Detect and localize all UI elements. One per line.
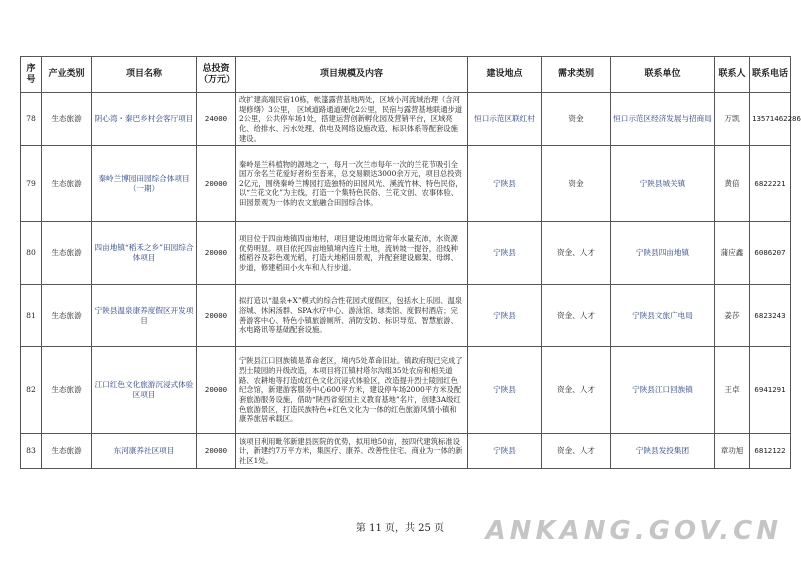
- cell-project-name: 秦岭兰博园田园综合体项目（一期）: [92, 146, 197, 222]
- table-header-row: [21, 57, 791, 93]
- cell-investment: 24000: [197, 93, 236, 146]
- cell-category: 生态旅游: [42, 285, 92, 347]
- cell-contact: 黄倍: [715, 146, 750, 222]
- cell-demand: 资金、人才: [542, 347, 611, 434]
- header-contact: 联系人: [715, 57, 750, 93]
- cell-project-name: 宁陕县温泉康养度假区开发项目: [92, 285, 197, 347]
- cell-demand: 资金: [542, 146, 611, 222]
- cell-no: 78: [21, 93, 42, 146]
- cell-contact: 万凯: [715, 93, 750, 146]
- cell-investment: 20000: [197, 347, 236, 434]
- cell-project-name: 阴心湾・秦巴乡村会客厅项目: [92, 93, 197, 146]
- cell-content: 秦岭是兰科植物的源地之一，每月一次兰市每年一次的兰花节吸引全国万余名兰花爱好者纷至沓来，总交易额达3000余万元，项目总投资2亿元，围绕秦岭兰博园打造独特的田园风光、溪流竹林、特色民俗，以“兰花文化”为主线，打造一个集特色民俗、兰花文创、农事体验、田园景观为一体的农文旅融合田园综合体。: [236, 146, 468, 222]
- header-no: 序号: [21, 57, 42, 93]
- cell-no: 80: [21, 222, 42, 285]
- header-investment: 总投资（万元）: [197, 57, 236, 93]
- cell-demand: 资金、人才: [542, 222, 611, 285]
- cell-content: 拟打造以“温泉+X”模式的综合性花园式度假区，包括水上乐园、温泉浴城、休闲汤群、SPA水疗中心、游泳馆、球类馆、度假村酒店；完善游客中心、特色小镇旅游厕所、消防安防、标识导览、智慧旅游、水电路讯等基础配套设施。: [236, 285, 468, 347]
- cell-content: 改扩建高端民宿10栋，帐篷露营基地两处，区域小河流域治理（含河堤修缮）3公里， 区域道路通道硬化2公里，民宿与露营基地联通步道2公里，公共停车场1处，搭建运营创新孵化园及营销平台，区域亮化、给排水、污水处理、供电及网络设施改造、标识体系等配套设施建设。: [236, 93, 468, 146]
- table-row: [21, 93, 791, 146]
- header-category: 产业类别: [42, 57, 92, 93]
- cell-phone: 6823243: [750, 285, 791, 347]
- cell-contact: 姜莎: [715, 285, 750, 347]
- table-row: [21, 434, 791, 469]
- cell-unit: 恒口示范区经济发展与招商局: [611, 93, 715, 146]
- cell-phone: 13571462286: [750, 93, 791, 146]
- header-phone: 联系电话: [750, 57, 791, 93]
- cell-phone: 6812122: [750, 434, 791, 469]
- cell-unit: 宁陕县江口回族镇: [611, 347, 715, 434]
- cell-demand: 资金、人才: [542, 434, 611, 469]
- cell-phone: 6086207: [750, 222, 791, 285]
- cell-unit: 宁陕县文旅广电局: [611, 285, 715, 347]
- header-content: 项目规模及内容: [236, 57, 468, 93]
- cell-unit: 宁陕县四亩地镇: [611, 222, 715, 285]
- table-row: [21, 146, 791, 222]
- cell-site: 宁陕县: [468, 222, 542, 285]
- project-table: [20, 56, 801, 469]
- cell-contact: 王卓: [715, 347, 750, 434]
- cell-content: 项目位于四亩地镇四亩地村，项目建设地周边常年水量充沛，水资源优势明显。项目依托四亩地镇境内连片土地，流转坡一提谷，沿线种植稻谷及彩色观光稻，打造大地稻田景观，并配套建设廊架、母绑、步道，修建稻田小火车和人行步道。: [236, 222, 468, 285]
- cell-unit: 宁陕县发投集团: [611, 434, 715, 469]
- cell-phone: 6822221: [750, 146, 791, 222]
- cell-no: 82: [21, 347, 42, 434]
- header-unit: 联系单位: [611, 57, 715, 93]
- cell-category: 生态旅游: [42, 222, 92, 285]
- cell-category: 生态旅游: [42, 347, 92, 434]
- cell-demand: 资金、人才: [542, 285, 611, 347]
- page-number: 第 11 页，共 25 页: [355, 523, 445, 534]
- header-demand: 需求类别: [542, 57, 611, 93]
- table-row: [21, 222, 791, 285]
- cell-unit: 宁陕县城关镇: [611, 146, 715, 222]
- cell-no: 81: [21, 285, 42, 347]
- cell-project-name: 江口红色文化旅游沉浸式体验区项目: [92, 347, 197, 434]
- header-site: 建设地点: [468, 57, 542, 93]
- cell-content: 该项目利用毗邻新建县医院的优势，拟用地50亩，按四代建筑标准设计，新建约7万平方米，集医疗、康养、改善性住宅、商业为一体的新社区1处。: [236, 434, 468, 469]
- cell-phone: 6941291: [750, 347, 791, 434]
- table-row: [21, 347, 791, 434]
- cell-site: 宁陕县: [468, 347, 542, 434]
- cell-no: 79: [21, 146, 42, 222]
- cell-site: 宁陕县: [468, 146, 542, 222]
- cell-investment: 20000: [197, 222, 236, 285]
- cell-contact: 蒲应鑫: [715, 222, 750, 285]
- cell-content: 宁陕县江口回族镇是革命老区，境内5处革命旧址。镇政府现已完成了烈士陵园的升级改造，本项目将江镇村塔尔沟组35处农房和相关道路、农耕地等打造成红色文化沉浸式体验区，改造提升烈士陵园红色纪念馆，新建游客服务中心600平方米，建设停车场2000平方米及配套旅游服务设施，借助“陕西省爱国主义教育基地”名片，创建3A级红色旅游景区，打造民族特色+红色文化为一体的红色旅游风情小镇和康养旅居承载区。: [236, 347, 468, 434]
- site-watermark: ANKANG.GOV.CN: [485, 516, 782, 546]
- cell-investment: 20000: [197, 146, 236, 222]
- cell-site: 宁陕县: [468, 434, 542, 469]
- table-row: [21, 285, 791, 347]
- header-name: 项目名称: [92, 57, 197, 93]
- cell-contact: 章功旭: [715, 434, 750, 469]
- cell-project-name: 四亩地镇“稻禾之乡”田园综合体项目: [92, 222, 197, 285]
- cell-category: 生态旅游: [42, 434, 92, 469]
- cell-demand: 资金: [542, 93, 611, 146]
- cell-no: 83: [21, 434, 42, 469]
- cell-site: 恒口示范区联红村: [468, 93, 542, 146]
- cell-investment: 20000: [197, 285, 236, 347]
- cell-category: 生态旅游: [42, 93, 92, 146]
- cell-project-name: 东河康养社区项目: [92, 434, 197, 469]
- cell-category: 生态旅游: [42, 146, 92, 222]
- cell-site: 宁陕县: [468, 285, 542, 347]
- cell-investment: 20000: [197, 434, 236, 469]
